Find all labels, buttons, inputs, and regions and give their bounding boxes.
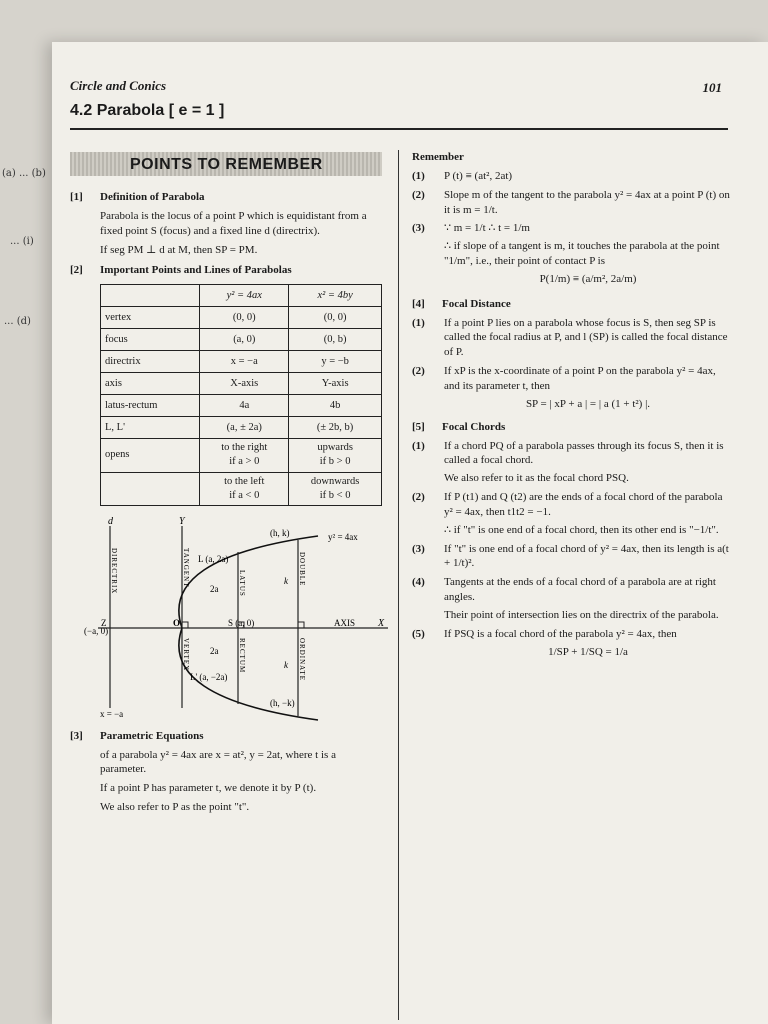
label-double-word: DOUBLE [298, 551, 306, 587]
points-banner: POINTS TO REMEMBER [70, 152, 382, 176]
label-k-bot: k [284, 659, 288, 670]
table-cell: downwards if b < 0 [289, 472, 382, 505]
margin-marks [0, 0, 52, 1024]
label-hk: (h, k) [270, 527, 290, 538]
chord-note: Their point of intersection lies on the directrix of the parabola. [444, 608, 719, 621]
focal-item: (2) If xP is the x-coordinate of a point P on the parabola y² = 4ax, and its parameter t, then [412, 365, 716, 392]
definition-text: Parabola is the locus of a point P which is equidistant from a fixed point S (focus) and a fixed line d (directrix). [100, 209, 367, 237]
margin-mark: ... (d) [4, 316, 31, 327]
left-column [70, 152, 385, 815]
chord-item: (3) If "t" is one end of a focal chord of y² = 4ax, then its length is a(t + 1/t)². [412, 542, 729, 570]
label-directrix-word: DIRECTRIX [110, 547, 118, 595]
parametric-text: of a parabola y² = 4ax are x = at², y = 2at, where t is a parameter. [100, 748, 336, 776]
label-hmk: (h, −k) [270, 697, 295, 708]
table-cell: (a, 0) [200, 329, 289, 351]
label-2a-bot: 2a [210, 645, 219, 656]
parametric-reference: We also refer to P as the point "t". [100, 801, 250, 814]
section-5-heading: [5] Focal Chords [412, 420, 506, 433]
table-row [101, 329, 382, 351]
table-cell: y = −b [289, 351, 382, 373]
table-cell [101, 472, 200, 505]
label-y: Y [179, 515, 185, 527]
table-row [101, 472, 382, 505]
label-tangent-word: TANGENT [182, 547, 190, 588]
label-ordinate-word: ORDINATE [298, 637, 306, 681]
section-2-heading: [2] Important Points and Lines of Parabolas [70, 264, 292, 277]
table-cell: directrix [101, 351, 200, 373]
point-of-contact: P(1/m) ≡ (a/m², 2a/m) [539, 272, 637, 285]
table-cell: to the left if a < 0 [200, 472, 289, 505]
column-divider [398, 150, 399, 1020]
parabola-diagram [84, 515, 388, 719]
table-row [101, 307, 382, 329]
label-rectum-word: RECTUM [238, 637, 246, 674]
section-3-heading: [3] Parametric Equations [70, 729, 204, 742]
table-cell: 4a [200, 395, 289, 417]
chord-formula: 1/SP + 1/SQ = 1/a [548, 645, 628, 658]
table-row [101, 395, 382, 417]
label-s: S (a, 0) [228, 617, 255, 628]
table-row [101, 351, 382, 373]
chord-note: ∴ if "t" is one end of a focal chord, then its other end is "−1/t". [444, 523, 719, 536]
focal-item: (1) If a point P lies on a parabola whose focus is S, then seg SP is called the focal radius at P, and l (SP) is called the focal distance of P. [412, 316, 728, 359]
page-number: 101 [702, 80, 722, 95]
label-neg-a: (−a, 0) [84, 625, 109, 636]
label-axis: AXIS [334, 617, 356, 628]
table-cell: X-axis [200, 373, 289, 395]
table-cell: opens [101, 439, 200, 472]
section-4-heading: [4] Focal Distance [412, 297, 511, 310]
remember-item: (1) P (t) ≡ (at², 2at) [412, 169, 513, 182]
table-header-cell: x² = 4by [289, 285, 382, 307]
properties-table [100, 284, 382, 506]
label-vertex-word: VERTEX [182, 637, 190, 672]
label-2a-top: 2a [210, 583, 219, 594]
table-header-cell [101, 285, 200, 307]
table-cell: (0, 0) [200, 307, 289, 329]
table-cell: upwards if b > 0 [289, 439, 382, 472]
chord-note: We also refer to it as the focal chord PSQ. [444, 472, 629, 485]
table-cell: L, L' [101, 417, 200, 439]
book-page [52, 42, 768, 1024]
label-equation: y² = 4ax [328, 531, 358, 542]
table-cell: latus-rectum [101, 395, 200, 417]
section-title: 4.2 Parabola [ e = 1 ] [70, 102, 225, 119]
focal-formula: SP = | xP + a | = | a (1 + t²) |. [525, 397, 651, 410]
table-cell: Y-axis [289, 373, 382, 395]
label-x: X [378, 617, 385, 629]
header-rule [70, 128, 728, 130]
table-cell: (a, ± 2a) [200, 417, 289, 439]
definition-condition: If seg PM ⊥ d at M, then SP = PM. [100, 243, 258, 256]
margin-mark: ... (i) [10, 236, 34, 247]
table-cell: (± 2b, b) [289, 417, 382, 439]
chord-item: (1) If a chord PQ of a parabola passes through its focus S, then it is called a focal chord. [412, 439, 724, 467]
label-o: O [173, 617, 181, 628]
table-cell: x = −a [200, 351, 289, 373]
table-cell: axis [101, 373, 200, 395]
table-cell: (0, 0) [289, 307, 382, 329]
chord-item: (5) If PSQ is a focal chord of the parabola y² = 4ax, then [412, 627, 677, 640]
label-x-eq: x = −a [100, 708, 124, 719]
remember-note: ∴ if slope of a tangent is m, it touches the parabola at the point "1/m", i.e., their point of contact P is [444, 240, 720, 268]
label-d: d [108, 515, 113, 527]
label-L: L (a, 2a) [198, 553, 229, 564]
chapter-title: Circle and Conics [70, 78, 167, 93]
table-header-cell: y² = 4ax [200, 285, 289, 307]
chord-item: (2) If P (t1) and Q (t2) are the ends of a focal chord of the parabola y² = 4ax, then t1t2 = −1. [412, 491, 723, 518]
table-cell: vertex [101, 307, 200, 329]
right-column [412, 150, 732, 659]
label-lprime: L' (a, −2a) [190, 671, 228, 682]
chord-item: (4) Tangents at the ends of a focal chord of a parabola are at right angles. [412, 576, 716, 604]
table-cell: focus [101, 329, 200, 351]
margin-mark: (a) ... (b) [2, 168, 46, 179]
remember-heading: Remember [412, 151, 464, 163]
label-k-top: k [284, 575, 288, 586]
label-latus-word: LATUS [238, 569, 246, 597]
table-cell: (0, b) [289, 329, 382, 351]
section-1-heading: [1] Definition of Parabola [70, 191, 205, 203]
parametric-notation: If a point P has parameter t, we denote it by P (t). [100, 782, 317, 795]
table-cell: 4b [289, 395, 382, 417]
table-cell: to the right if a > 0 [200, 439, 289, 472]
remember-item: (3) ∵ m = 1/t ∴ t = 1/m [412, 222, 530, 235]
table-row [101, 417, 382, 439]
table-row [101, 373, 382, 395]
label-z: Z [101, 617, 107, 628]
table-row [101, 439, 382, 472]
remember-item: (2) Slope m of the tangent to the parabola y² = 4ax at a point P (t) on it is m = 1/t. [412, 188, 730, 216]
